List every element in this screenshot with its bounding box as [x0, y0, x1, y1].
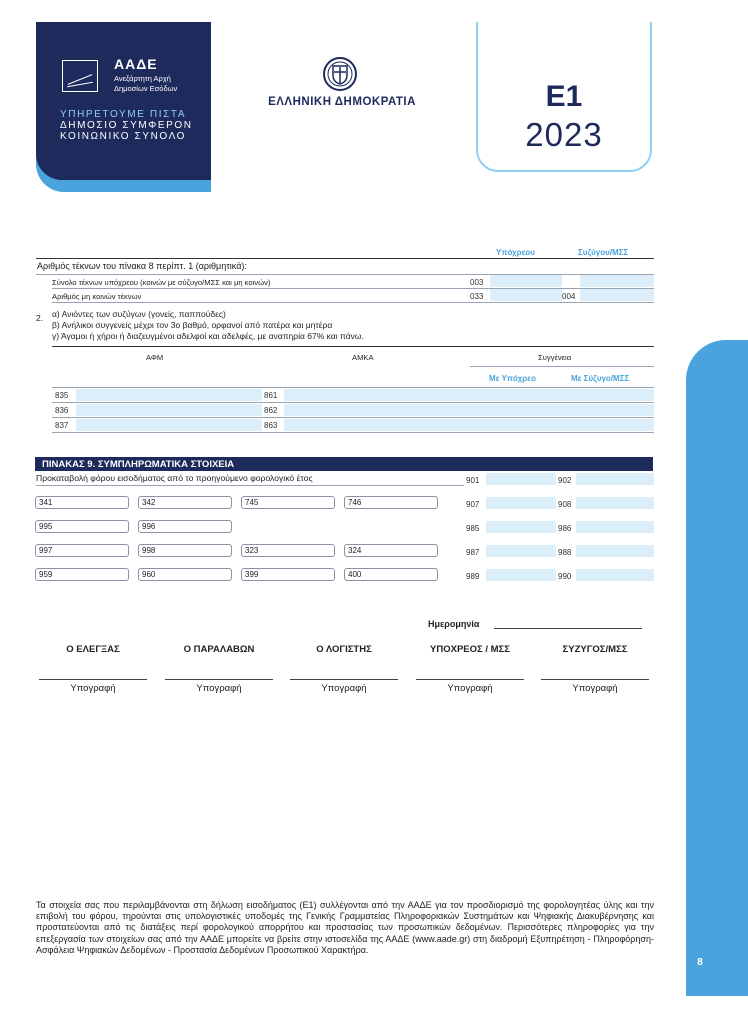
signature-line[interactable]: [416, 679, 524, 680]
signature-line[interactable]: [165, 679, 273, 680]
field-code: 985: [466, 524, 480, 533]
role-title: Ο ΠΑΡΑΛΑΒΩΝ: [183, 644, 255, 655]
field-code: 987: [466, 548, 480, 557]
motto-line-3: ΚΟΙΝΩΝΙΚΟ ΣΥΝΟΛΟ: [60, 131, 187, 142]
field-box[interactable]: 323: [241, 544, 335, 557]
divider: [36, 485, 464, 486]
divider: [52, 302, 654, 303]
field-907[interactable]: [486, 497, 556, 509]
role-title: ΥΠΟΧΡΕΟΣ / ΜΣΣ: [430, 644, 510, 655]
col-relation: Συγγένεια: [538, 353, 572, 362]
field-986[interactable]: [576, 521, 654, 533]
field-code: 836: [55, 406, 69, 415]
signature-label: Υπογραφή: [70, 683, 116, 694]
field-box[interactable]: 341: [35, 496, 129, 509]
field-989[interactable]: [486, 569, 556, 581]
prepayment-label: Προκαταβολή φόρου εισοδήματος από το προηγούμενο φορολογικό έτος: [36, 473, 313, 483]
field-code: 003: [470, 278, 484, 287]
signature-label: Υπογραφή: [196, 683, 242, 694]
children-row-label: Σύνολο τέκνων υπόχρεου (κοινών με σύζυγο/ΜΣΣ και μη κοινών): [52, 278, 271, 287]
field-box[interactable]: 959: [35, 568, 129, 581]
field-code: 908: [558, 500, 572, 509]
field-box[interactable]: 996: [138, 520, 232, 533]
field-004[interactable]: [580, 289, 654, 301]
side-tab: [686, 340, 748, 996]
field-code: 988: [558, 548, 572, 557]
field-code: 863: [264, 421, 278, 430]
field-003[interactable]: [490, 275, 562, 287]
field-box[interactable]: 399: [241, 568, 335, 581]
field-902[interactable]: [576, 473, 654, 485]
amka-field[interactable]: [284, 404, 654, 416]
field-box[interactable]: 342: [138, 496, 232, 509]
divider: [36, 258, 654, 259]
field-code: 986: [558, 524, 572, 533]
children-row-label: Αριθμός μη κοινών τέκνων: [52, 292, 142, 301]
greek-emblem-icon: [322, 56, 358, 92]
field-spouse-total[interactable]: [580, 275, 654, 287]
col-with-spouse: Με Σύζυγο/ΜΣΣ: [571, 374, 630, 383]
field-990[interactable]: [576, 569, 654, 581]
children-title: Αριθμός τέκνων του πίνακα 8 περίπτ. 1 (αριθμητικά):: [37, 261, 247, 271]
motto-line-1: ΥΠΗΡΕΤΟΥΜΕ ΠΙΣΤΑ: [60, 109, 187, 120]
field-code: 907: [466, 500, 480, 509]
divider: [52, 288, 654, 289]
field-985[interactable]: [486, 521, 556, 533]
amka-field[interactable]: [284, 419, 654, 431]
col-with-taxpayer: Με Υπόχρεο: [489, 374, 536, 383]
field-code: 837: [55, 421, 69, 430]
brand-subtitle-1: Ανεξάρτητη Αρχή: [114, 74, 171, 83]
field-box[interactable]: 998: [138, 544, 232, 557]
dependents-line: β) Ανήλικοι συγγενείς μέχρι τον 3ο βαθμό, ορφανοί από πατέρα και μητέρα: [52, 320, 333, 330]
afm-field[interactable]: [76, 389, 262, 401]
divider: [52, 432, 654, 433]
field-code: 004: [562, 292, 576, 301]
dependents-line: γ) Άγαμοι ή χήροι ή διαζευγμένοι αδελφοί και αδελφές, με αναπηρία 67% και πάνω.: [52, 331, 364, 341]
field-code: 989: [466, 572, 480, 581]
field-box[interactable]: 324: [344, 544, 438, 557]
field-box[interactable]: 997: [35, 544, 129, 557]
field-987[interactable]: [486, 545, 556, 557]
field-box[interactable]: 995: [35, 520, 129, 533]
signature-line[interactable]: [290, 679, 398, 680]
divider: [470, 366, 654, 367]
field-901[interactable]: [486, 473, 556, 485]
motto-line-2: ΔΗΜΟΣΙΟ ΣΥΜΦΕΡΟΝ: [60, 120, 193, 131]
privacy-notice: Τα στοιχεία σας που περιλαμβάνονται στη δήλωση εισοδήματος (Ε1) συλλέγονται από την ΑΑΔΕ για τον προσδιορισμό της φορολογητέας ύλης και την επιβολή του φόρου, τηρούνται στις υπολογιστικές υποδομές της Γενικής Γραμματείας Πληροφοριακών Συστημάτων και Ψηφιακής Διακυβέρνησης και προστατεύονται από τις διατάξεις περί φορολογικού απορρήτου και προστασίας των προσωπικών δεδομένων. Περισσότερες πληροφορίες για την επεξεργασία των στοιχείων σας από την ΑΑΔΕ μπορείτε να βρείτε στην ιστοσελίδα της ΑΑΔΕ (www.aade.gr) στη διαδρομή Εξυπηρέτηση - Πληροφόρηση- Ασφάλεια Ψηφιακών Δεδομένων - Προστασία Δεδομένων Προσωπικού Χαρακτήρα.: [36, 900, 654, 955]
field-box[interactable]: 745: [241, 496, 335, 509]
aade-logo-icon: [62, 60, 98, 92]
aade-logo-panel: [36, 22, 211, 180]
field-code: 901: [466, 476, 480, 485]
brand-name: ΑΑΔΕ: [114, 56, 158, 72]
role-title: Ο ΕΛΕΓΞΑΣ: [66, 644, 120, 655]
field-code: 835: [55, 391, 69, 400]
form-code: Ε1: [545, 80, 583, 113]
section-number: 2.: [36, 313, 44, 323]
amka-field[interactable]: [284, 389, 654, 401]
signature-label: Υπογραφή: [447, 683, 493, 694]
field-box[interactable]: 960: [138, 568, 232, 581]
signature-label: Υπογραφή: [321, 683, 367, 694]
brand-subtitle-2: Δημοσίων Εσόδων: [114, 84, 178, 93]
form-year: 2023: [525, 116, 603, 153]
field-908[interactable]: [576, 497, 654, 509]
role-title: ΣΥΖΥΓΟΣ/ΜΣΣ: [562, 644, 628, 655]
divider: [52, 417, 654, 418]
field-033[interactable]: [490, 289, 562, 301]
field-code: 902: [558, 476, 572, 485]
field-box[interactable]: 400: [344, 568, 438, 581]
role-title: Ο ΛΟΓΙΣΤΗΣ: [316, 644, 372, 655]
col-taxpayer: Υπόχρεου: [496, 248, 535, 257]
divider: [52, 402, 654, 403]
signature-line[interactable]: [39, 679, 147, 680]
divider: [52, 387, 654, 388]
col-amka: ΑΜΚΑ: [352, 353, 374, 362]
divider: [52, 346, 654, 347]
field-code: 990: [558, 572, 572, 581]
col-spouse: Συζύγου/ΜΣΣ: [578, 248, 629, 257]
field-code: 033: [470, 292, 484, 301]
afm-field[interactable]: [76, 419, 262, 431]
dependents-line: α) Ανιόντες των συζύγων (γονείς, παππούδες): [52, 309, 226, 319]
afm-field[interactable]: [76, 404, 262, 416]
col-afm: ΑΦΜ: [146, 353, 164, 362]
signature-line[interactable]: [541, 679, 649, 680]
republic-title: ΕΛΛΗΝΙΚΗ ΔΗΜΟΚΡΑΤΙΑ: [268, 96, 416, 108]
page-number: 8: [697, 957, 703, 968]
field-code: 862: [264, 406, 278, 415]
field-box[interactable]: 746: [344, 496, 438, 509]
field-code: 861: [264, 391, 278, 400]
signature-label: Υπογραφή: [572, 683, 618, 694]
table9-title: ΠΙΝΑΚΑΣ 9. ΣΥΜΠΛΗΡΩΜΑΤΙΚΑ ΣΤΟΙΧΕΙΑ: [42, 459, 235, 470]
field-988[interactable]: [576, 545, 654, 557]
date-line[interactable]: [494, 628, 642, 629]
date-label: Ημερομηνία: [428, 619, 480, 629]
